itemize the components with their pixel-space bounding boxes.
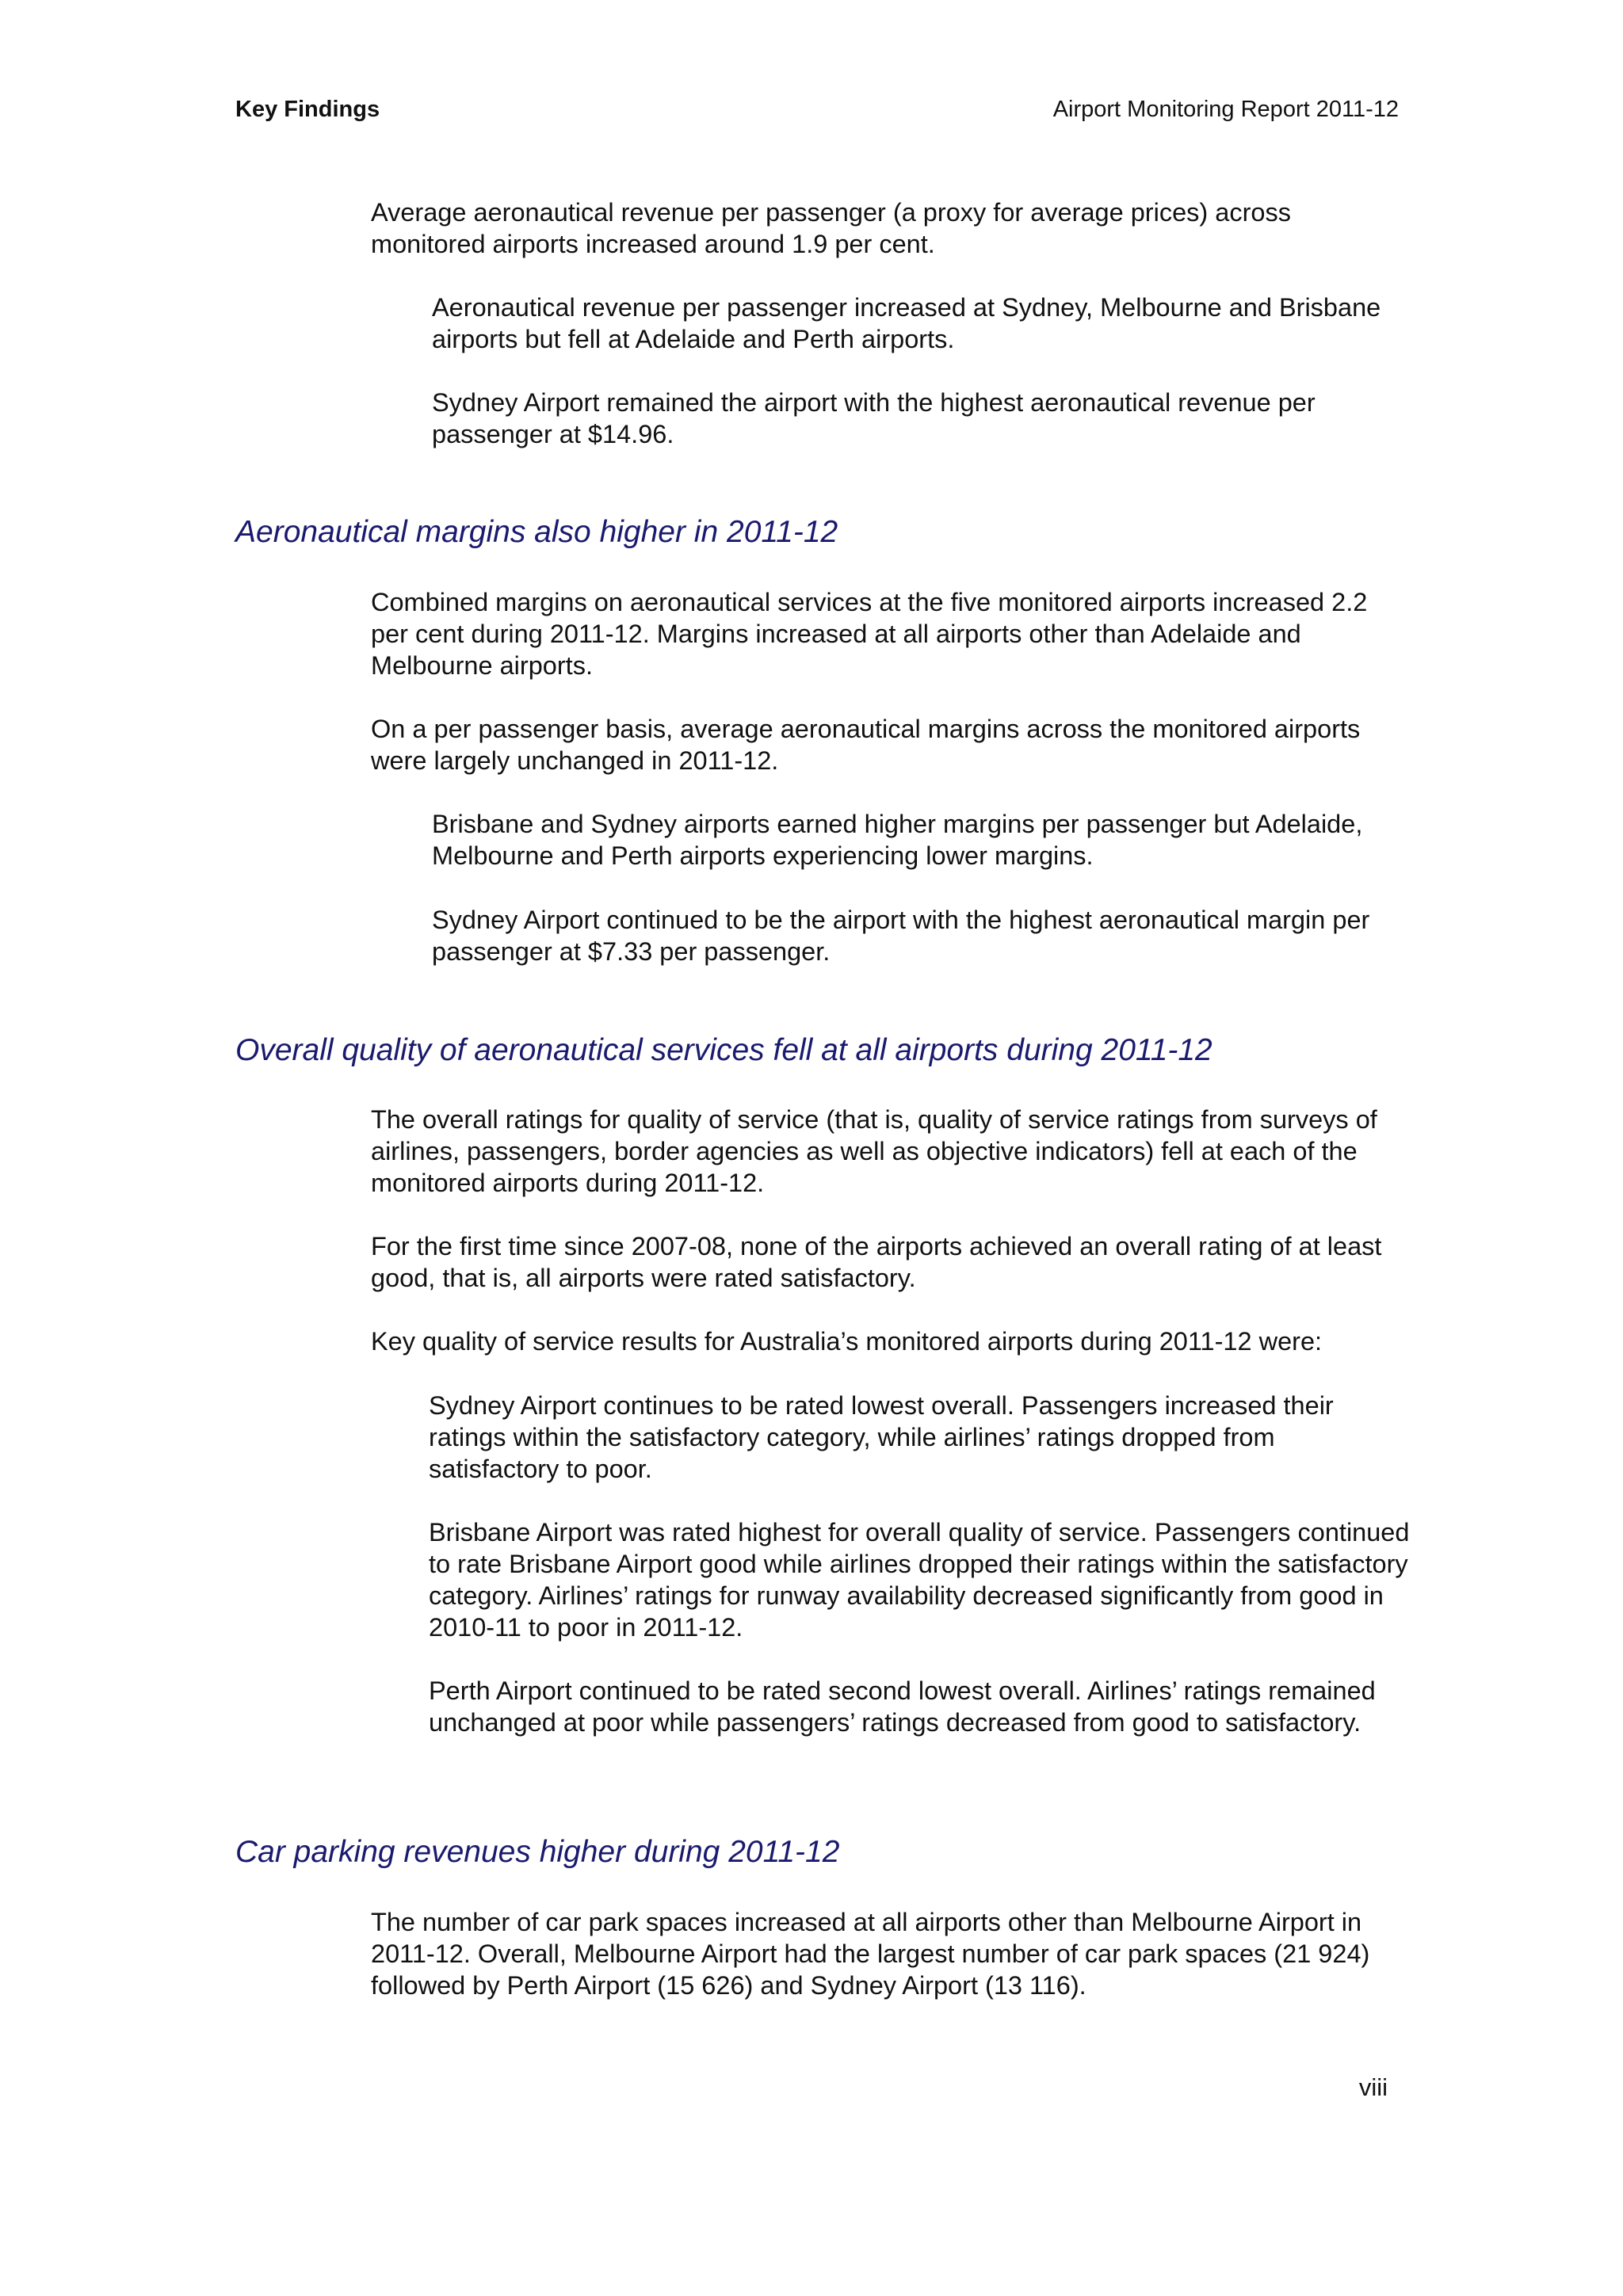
header-report-title: Airport Monitoring Report 2011-12 bbox=[1052, 97, 1399, 122]
quality-bullet-1: Sydney Airport continues to be rated lowest overall. Passengers increased their ratings within the satisfactory category, while airlines’ ratings dropped from satisfactory to poor. bbox=[429, 1391, 1334, 1483]
quality-paragraph-3: Key quality of service results for Australia’s monitored airports during 2011-12 were: bbox=[371, 1327, 1323, 1356]
quality-paragraph-1: The overall ratings for quality of service (that is, quality of service ratings from surveys of airlines, passengers, border agencies as well as objective indicators) fell at each of the monitored airports during 2011-12. bbox=[371, 1105, 1377, 1197]
quality-bullet-3: Perth Airport continued to be rated second lowest overall. Airlines’ ratings remained unchanged at poor while passengers’ ratings decreased from good to satisfactory. bbox=[429, 1676, 1376, 1737]
margins-bullet-2: Sydney Airport continued to be the airport with the highest aeronautical margin per passenger at $7.33 per passenger. bbox=[432, 906, 1370, 966]
parking-heading: Car parking revenues higher during 2011-12 bbox=[235, 1835, 840, 1869]
quality-paragraph-2: For the first time since 2007-08, none of the airports achieved an overall rating of at least good, that is, all airports were rated satisfactory. bbox=[371, 1232, 1382, 1292]
quality-heading: Overall quality of aeronautical services fell at all airports during 2011-12 bbox=[235, 1033, 1212, 1067]
intro-bullet-1: Aeronautical revenue per passenger increased at Sydney, Melbourne and Brisbane airports but fell at Adelaide and Perth airports. bbox=[432, 293, 1381, 353]
margins-paragraph-2: On a per passenger basis, average aeronautical margins across the monitored airports were largely unchanged in 2011-12. bbox=[371, 715, 1361, 775]
margins-bullet-1: Brisbane and Sydney airports earned higher margins per passenger but Adelaide, Melbourne and Perth airports experiencing lower margins. bbox=[432, 810, 1363, 870]
quality-bullet-2: Brisbane Airport was rated highest for overall quality of service. Passengers continued to rate Brisbane Airport good while airlines dropped their ratings within the satisfactory category. Airlines’ ratings for runway availability decreased significantly from good in 2010-11 to poor in 2011-12. bbox=[429, 1518, 1410, 1642]
header-section-title: Key Findings bbox=[235, 97, 380, 122]
page-number: viii bbox=[1358, 2073, 1388, 2101]
margins-paragraph-1: Combined margins on aeronautical services at the five monitored airports increased 2.2 per cent during 2011-12. Margins increased at all airports other than Adelaide and Melbourne airports. bbox=[371, 588, 1368, 680]
intro-paragraph: Average aeronautical revenue per passenger (a proxy for average prices) across monitored airports increased around 1.9 per cent. bbox=[371, 198, 1292, 258]
intro-bullet-2: Sydney Airport remained the airport with the highest aeronautical revenue per passenger at $14.96. bbox=[432, 388, 1316, 448]
margins-heading: Aeronautical margins also higher in 2011-12 bbox=[235, 515, 838, 549]
parking-paragraph: The number of car park spaces increased at all airports other than Melbourne Airport in 2011-12. Overall, Melbourne Airport had the largest number of car park spaces (21 924) followed by Perth Airport (15 626) and Sydney Airport (13 116). bbox=[371, 1908, 1370, 2000]
